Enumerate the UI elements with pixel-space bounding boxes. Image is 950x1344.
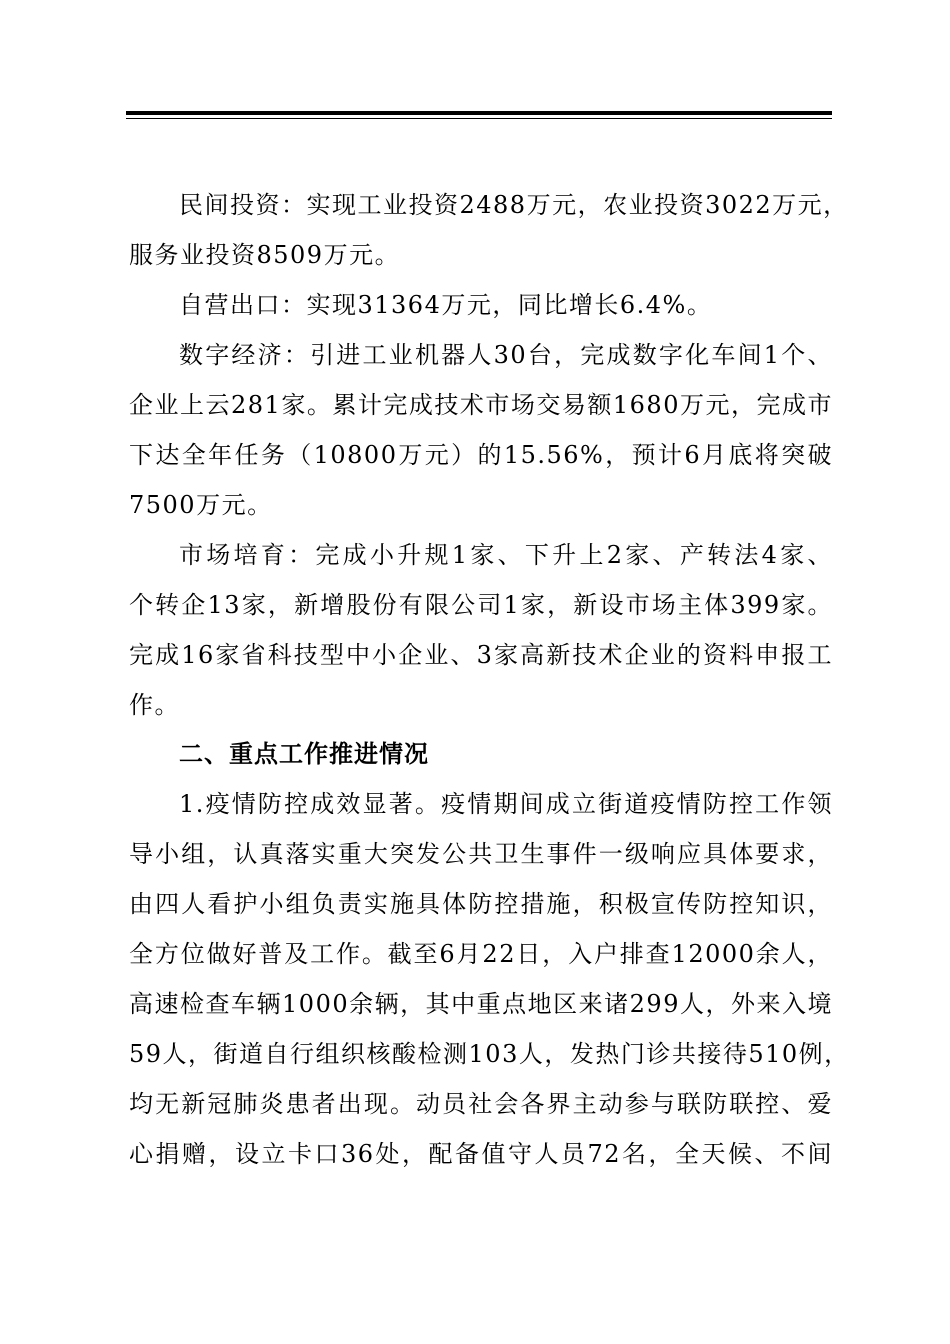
para-market-cultivation-line-2: 个转企13家，新增股份有限公司1家，新设市场主体399家。 [129, 591, 833, 619]
para-private-investment-line-1: 民间投资：实现工业投资2488万元，农业投资3022万元， [179, 191, 849, 219]
para-digital-economy-line-1: 数字经济：引进工业机器人30台，完成数字化车间1个、 [179, 341, 833, 369]
para-digital-economy-line-4: 7500万元。 [129, 491, 273, 519]
para-epidemic-line-8: 心捐赠，设立卡口36处，配备值守人员72名，全天候、不间 [129, 1140, 833, 1168]
para-epidemic-line-3: 由四人看护小组负责实施具体防控措施，积极宣传防控知识， [129, 890, 833, 918]
para-market-cultivation-line-4: 作。 [129, 691, 180, 719]
para-epidemic-line-1: 1.疫情防控成效显著。疫情期间成立街道疫情防控工作领 [179, 790, 833, 818]
para-export-line-1: 自营出口：实现31364万元，同比增长6.4%。 [179, 291, 713, 319]
para-epidemic-line-5: 高速检查车辆1000余辆，其中重点地区来诸299人，外来入境 [129, 990, 833, 1018]
para-private-investment-line-2: 服务业投资8509万元。 [129, 241, 401, 269]
para-digital-economy-line-2: 企业上云281家。累计完成技术市场交易额1680万元，完成市 [129, 391, 833, 419]
header-rule-thick [126, 111, 832, 115]
para-market-cultivation-line-3: 完成16家省科技型中小企业、3家高新技术企业的资料申报工 [129, 641, 833, 669]
para-epidemic-line-6: 59人，街道自行组织核酸检测103人，发热门诊共接待510例， [129, 1040, 850, 1068]
para-digital-economy-line-3: 下达全年任务（10800万元）的15.56%，预计6月底将突破 [129, 441, 833, 469]
para-market-cultivation-line-1: 市场培育：完成小升规1家、下升上2家、产转法4家、 [179, 541, 833, 569]
header-rule-thin [126, 118, 832, 119]
para-epidemic-line-4: 全方位做好普及工作。截至6月22日，入户排查12000余人， [129, 940, 833, 968]
section-heading: 二、重点工作推进情况 [179, 740, 429, 768]
para-epidemic-line-2: 导小组，认真落实重大突发公共卫生事件一级响应具体要求， [129, 840, 833, 868]
para-epidemic-line-7: 均无新冠肺炎患者出现。动员社会各界主动参与联防联控、爱 [129, 1090, 833, 1118]
